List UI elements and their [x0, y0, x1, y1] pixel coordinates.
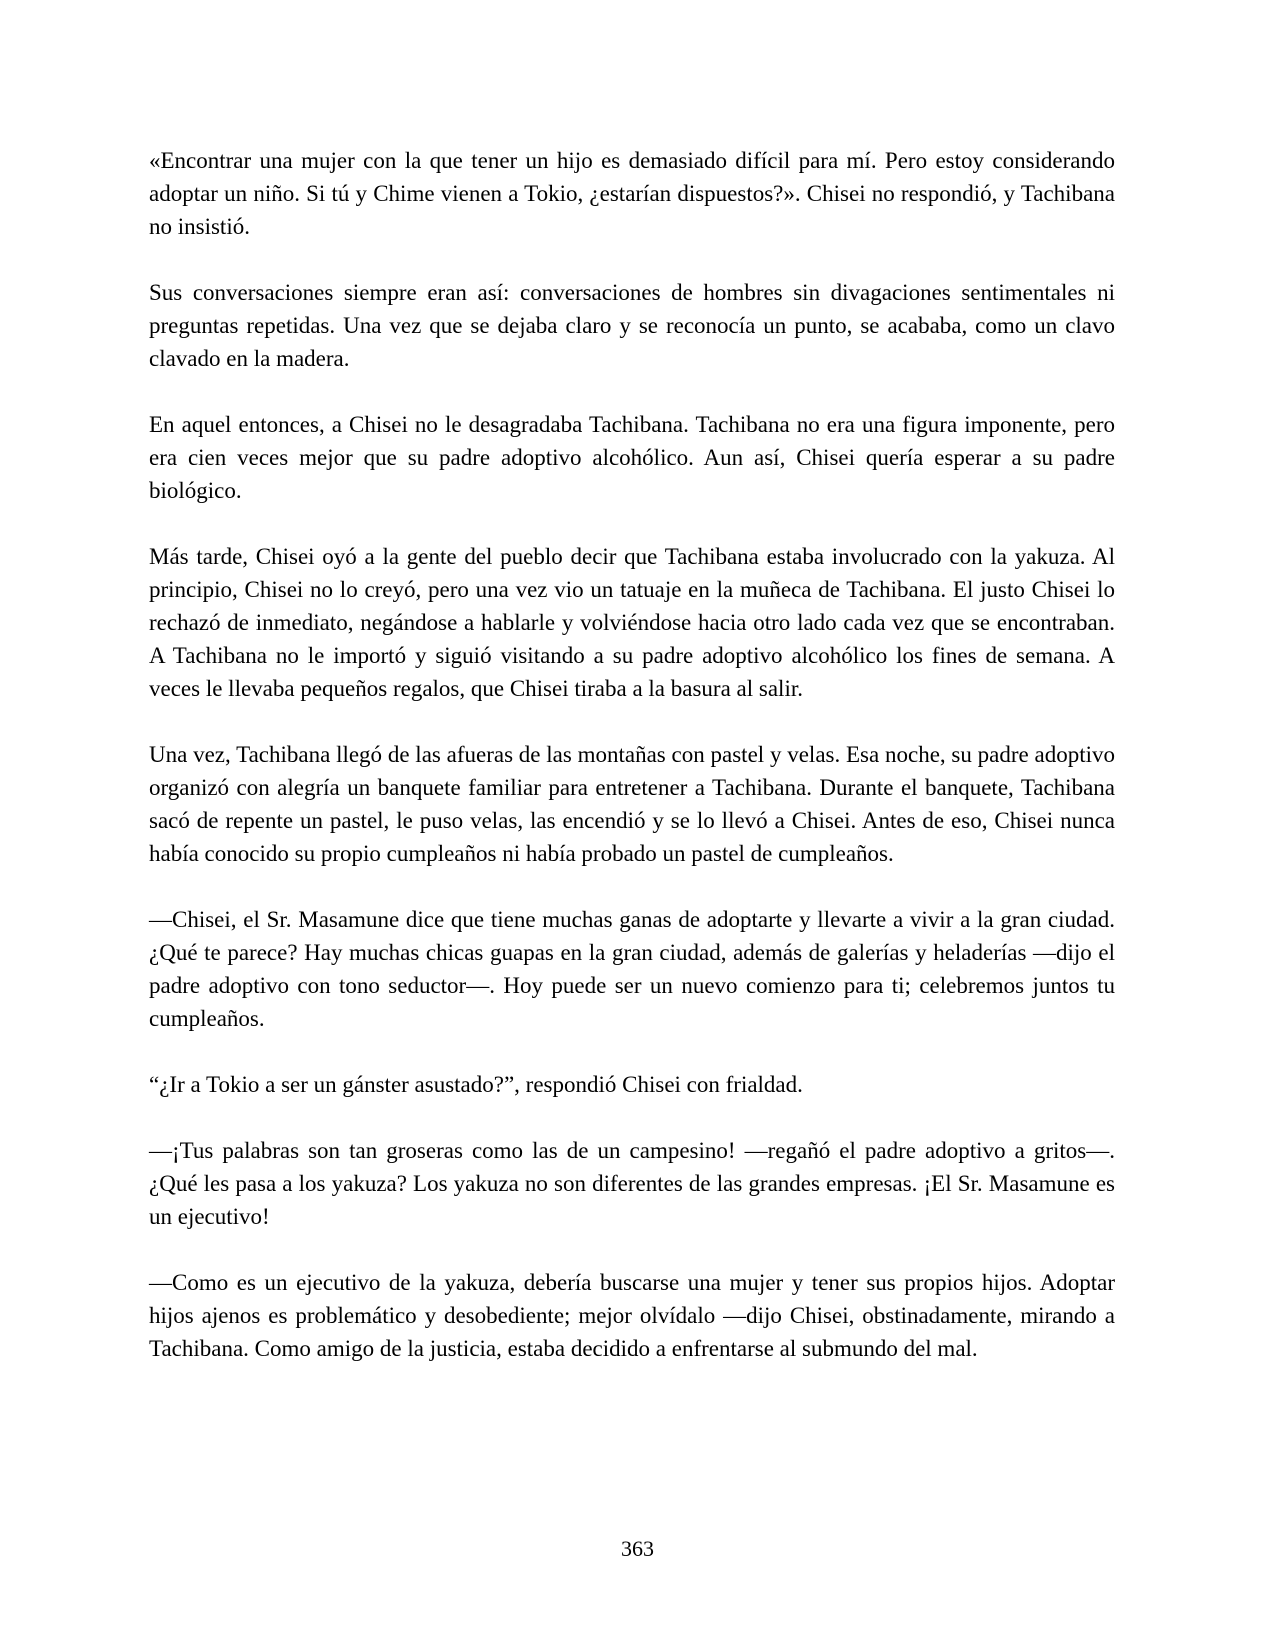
paragraph-7: “¿Ir a Tokio a ser un gánster asustado?”, respondió Chisei con frialdad. [149, 1072, 803, 1097]
paragraph-6: —Chisei, el Sr. Masamune dice que tiene muchas ganas de adoptarte y llevarte a vivir a la gran ciudad. ¿Qué te parece? Hay muchas chicas guapas en la gran ciudad, además de galerías y heladerías —dijo el padre adoptivo con tono seductor—. Hoy puede ser un nuevo comienzo para ti; celebremos juntos tu cumpleaños. [149, 907, 1115, 1031]
paragraph-3: En aquel entonces, a Chisei no le desagradaba Tachibana. Tachibana no era una figura imponente, pero era cien veces mejor que su padre adoptivo alcohólico. Aun así, Chisei quería esperar a su padre biológico. [149, 412, 1115, 503]
page-body [149, 144, 1115, 1365]
page-number: 363 [621, 1536, 654, 1561]
paragraph-5: Una vez, Tachibana llegó de las afueras de las montañas con pastel y velas. Esa noche, su padre adoptivo organizó con alegría un banquete familiar para entretener a Tachibana. Durante el banquete, Tachibana sacó de repente un pastel, le puso velas, las encendió y se lo llevó a Chisei. Antes de eso, Chisei nunca había conocido su propio cumpleaños ni había probado un pastel de cumpleaños. [149, 742, 1115, 866]
paragraph-1: «Encontrar una mujer con la que tener un hijo es demasiado difícil para mí. Pero estoy considerando adoptar un niño. Si tú y Chime vienen a Tokio, ¿estarían dispuestos?». Chisei no respondió, y Tachibana no insistió. [149, 148, 1115, 239]
paragraph-8: —¡Tus palabras son tan groseras como las de un campesino! —regañó el padre adoptivo a gritos—. ¿Qué les pasa a los yakuza? Los yakuza no son diferentes de las grandes empresas. ¡El Sr. Masamune es un ejecutivo! [149, 1138, 1115, 1229]
paragraph-2: Sus conversaciones siempre eran así: conversaciones de hombres sin divagaciones sentimentales ni preguntas repetidas. Una vez que se dejaba claro y se reconocía un punto, se acababa, como un clavo clavado en la madera. [149, 280, 1115, 371]
paragraph-9: —Como es un ejecutivo de la yakuza, debería buscarse una mujer y tener sus propios hijos. Adoptar hijos ajenos es problemático y desobediente; mejor olvídalo —dijo Chisei, obstinadamente, mirando a Tachibana. Como amigo de la justicia, estaba decidido a enfrentarse al submundo del mal. [149, 1270, 1115, 1361]
paragraph-4: Más tarde, Chisei oyó a la gente del pueblo decir que Tachibana estaba involucrado con la yakuza. Al principio, Chisei no lo creyó, pero una vez vio un tatuaje en la muñeca de Tachibana. El justo Chisei lo rechazó de inmediato, negándose a hablarle y volviéndose hacia otro lado cada vez que se encontraban. A Tachibana no le importó y siguió visitando a su padre adoptivo alcohólico los fines de semana. A veces le llevaba pequeños regalos, que Chisei tiraba a la basura al salir. [149, 544, 1115, 701]
